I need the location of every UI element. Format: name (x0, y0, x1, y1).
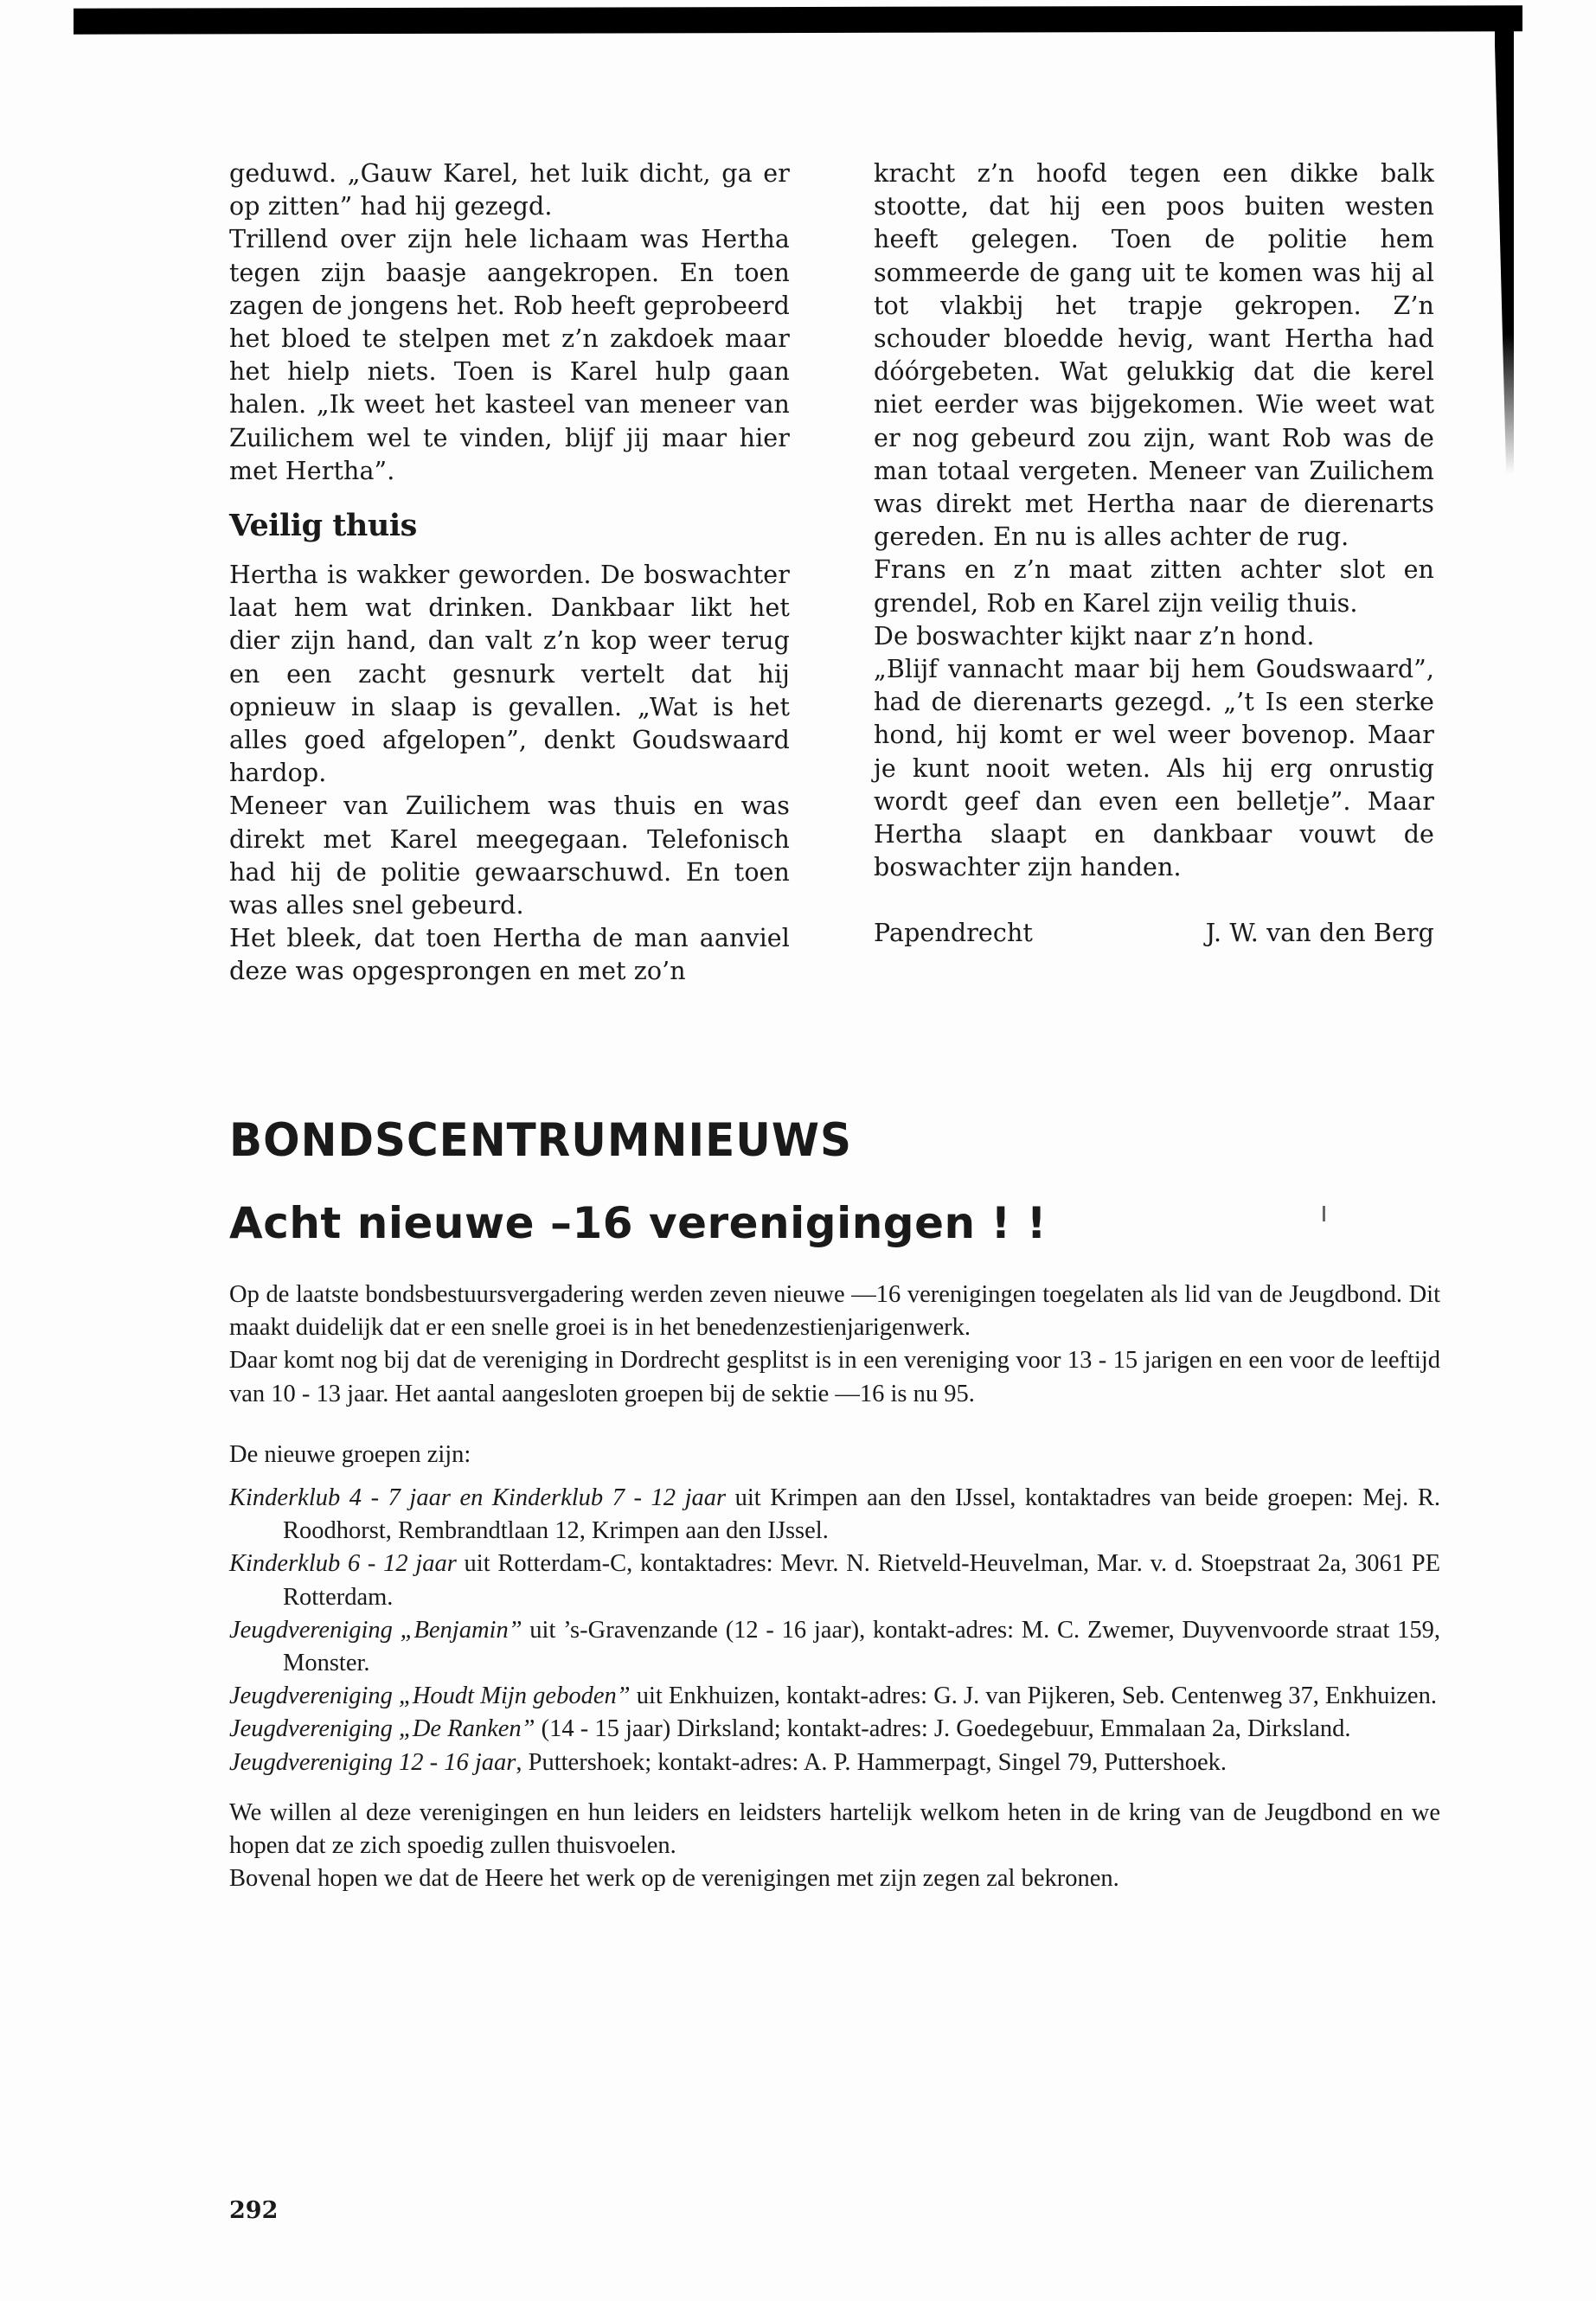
news-paragraph: Daar komt nog bij dat de vereniging in Dordrecht gesplitst is in een vereniging voor 13 - 15 jarigen en een voor de leeftijd van 10 - 13 jaar. Het aantal aangesloten groepen bij de sektie —16 is nu 95. (229, 1347, 1440, 1407)
news-paragraph: Op de laatste bondsbestuursvergadering werden zeven nieuwe —16 verenigingen toegelaten als lid van de Jeugdbond. Dit maakt duidelijk dat er een snelle groei is in het benedenzestienjarigenwerk. (229, 1281, 1440, 1342)
story-paragraph: „Blijf vannacht maar bij hem Goudswaard”, had de dierenarts gezegd. „’t Is een sterke hond, hij komt er wel weer bovenop. Maar je kunt nooit weten. Als hij erg onrustig wordt geef dan even een belletje”. Maar Hertha slaapt en dankbaar vouwt de boswachter zijn handen. (874, 655, 1434, 882)
page-number: 292 (229, 2197, 279, 2224)
news-headline: BONDSCENTRUMNIEUWS (229, 1113, 853, 1167)
scan-artifact (1323, 1206, 1325, 1221)
group-entry (229, 1747, 1440, 1779)
group-name: Jeugdvereniging „De Ranken” (229, 1715, 535, 1743)
group-name: Kinderklub 4 - 7 jaar en Kinderklub 7 - 12 jaar (229, 1484, 727, 1512)
group-details: uit Krimpen aan den IJssel, kontaktadres van beide groepen: Mej. R. Roodhorst, Rembrandtlaan 12, Krimpen aan den IJssel. (283, 1484, 1440, 1545)
group-details: uit Rotterdam-C, kontaktadres: Mevr. N. Rietveld-Heuvelman, Mar. v. d. Stoepstraat 2a, 3061 PE Rotterdam. (283, 1550, 1440, 1611)
news-paragraph: Bovenal hopen we dat de Heere het werk op de verenigingen met zijn zegen zal bekronen. (229, 1865, 1119, 1893)
news-subheadline: Acht nieuwe –16 verenigingen ! ! (229, 1198, 1048, 1248)
group-entry (229, 1482, 1440, 1548)
story-paragraph: kracht z’n hoofd tegen een dikke balk stootte, dat hij een poos buiten westen heeft gelegen. Toen de politie hem sommeerde de gang uit te komen was hij al tot vlakbij het trapje gekropen. Z’n schouder bloedde hevig, want Hertha had dóórgebeten. Wat gelukkig dat die kerel niet eerder was bijgekomen. Wie weet wat er nog gebeurd zou zijn, want Rob was de man totaal vergeten. Meneer van Zuilichem was direkt met Hertha naar de dierenarts gereden. En nu is alles achter de rug. (874, 159, 1434, 552)
groups-intro: De nieuwe groepen zijn: (229, 1440, 471, 1468)
group-entry (229, 1614, 1440, 1680)
scan-border-right (1495, 7, 1514, 474)
story-paragraph: Meneer van Zuilichem was thuis en was direkt met Karel meegegaan. Telefonisch had hij de politie gewaarschuwd. En toen was alles snel gebeurd. (229, 792, 790, 920)
group-details: (14 - 15 jaar) Dirksland; kontakt-adres: J. Goedegebuur, Emmalaan 2a, Dirksland. (535, 1715, 1351, 1743)
section-heading: Veilig thuis (229, 508, 417, 544)
story-paragraph: Hertha is wakker geworden. De boswachter laat hem wat drinken. Dankbaar likt het dier zijn hand, dan valt z’n kop weer terug en een zacht gesnurk vertelt dat hij opnieuw in slaap is gevallen. „Wat is het alles goed afgelopen”, denkt Goudswaard hardop. (229, 561, 790, 788)
story-paragraph: Frans en z’n maat zitten achter slot en grendel, Rob en Karel zijn veilig thuis. (874, 555, 1434, 618)
group-details: uit ’s-Gravenzande (12 - 16 jaar), kontakt-adres: M. C. Zwemer, Duyvenvoorde straat 159, Monster. (283, 1616, 1440, 1677)
signature-place: Papendrecht (874, 919, 1033, 948)
group-name: Jeugdvereniging 12 - 16 jaar (229, 1748, 516, 1776)
group-entry (229, 1713, 1440, 1746)
group-entry (229, 1548, 1440, 1613)
group-name: Jeugdvereniging „Benjamin” (229, 1616, 522, 1644)
story-signature (874, 917, 1434, 950)
group-details: , Puttershoek; kontakt-adres: A. P. Hammerpagt, Singel 79, Puttershoek. (516, 1748, 1227, 1776)
group-name: Kinderklub 6 - 12 jaar (229, 1550, 457, 1578)
group-entry (229, 1680, 1440, 1713)
news-body (229, 1279, 1440, 1895)
signature-author: J. W. van den Berg (1205, 919, 1434, 948)
story-paragraph: Trillend over zijn hele lichaam was Hertha tegen zijn baasje aangekropen. En toen zagen de jongens het. Rob heeft geprobeerd het bloed te stelpen met z’n zakdoek maar het hielp niets. Toen is Karel hulp gaan halen. „Ik weet het kasteel van meneer van Zuilichem wel te vinden, blijf jij maar hier met Hertha”. (229, 225, 790, 485)
story-paragraph: De boswachter kijkt naar z’n hond. (874, 621, 1315, 651)
story-paragraph: geduwd. „Gauw Karel, het luik dicht, ga er op zitten” had hij gezegd. (229, 159, 790, 221)
story-paragraph: Het bleek, dat toen Hertha de man aanviel deze was opgesprongen en met zo’n (229, 924, 790, 986)
group-name: Jeugdvereniging „Houdt Mijn geboden” (229, 1682, 631, 1710)
group-details: uit Enkhuizen, kontakt-adres: G. J. van Pijkeren, Seb. Centenweg 37, Enkhuizen. (630, 1682, 1437, 1710)
story-column-left (229, 157, 790, 989)
scan-border-top (74, 5, 1522, 35)
news-paragraph: We willen al deze verenigingen en hun leiders en leidsters hartelijk welkom heten in de kring van de Jeugdbond en we hopen dat ze zich spoedig zullen thuisvoelen. (229, 1798, 1440, 1860)
story-column-right (874, 157, 1434, 951)
